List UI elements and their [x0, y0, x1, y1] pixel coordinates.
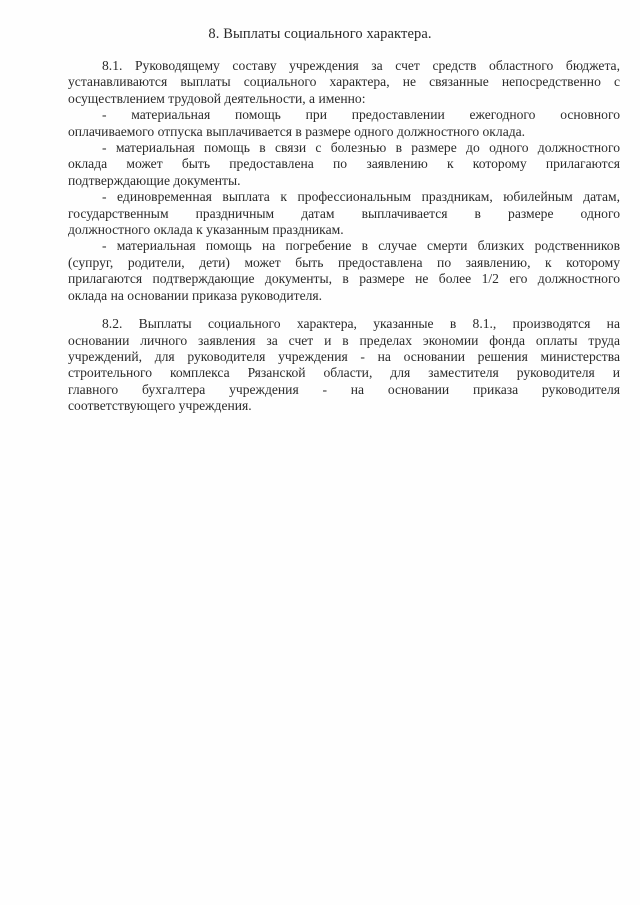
section-title: 8. Выплаты социального характера.	[208, 26, 432, 42]
paragraph-spacer	[68, 304, 620, 316]
text-line: государственным праздничным датам выплачивается в размере одного	[68, 205, 620, 221]
text-line: осуществлением трудовой деятельности, а именно:	[68, 90, 366, 106]
text-line: оклада на основании приказа руководителя.	[68, 287, 323, 303]
list-item-funeral-aid	[68, 238, 620, 304]
list-item-holiday-payment	[68, 189, 620, 238]
text-line: оплачиваемого отпуска выплачивается в размере одного должностного оклада.	[68, 123, 526, 139]
list-item-vacation-aid	[68, 107, 620, 140]
paragraph-8-1	[68, 58, 620, 107]
text-line: устанавливаются выплаты социального характера, не связанные непосредственно с	[68, 74, 620, 90]
text-line: соответствующего учреждения.	[68, 398, 252, 414]
text-line: главного бухгалтера учреждения - на основании приказа руководителя	[68, 381, 620, 397]
text-line: 8.2. Выплаты социального характера, указанные в 8.1., производятся на	[102, 316, 620, 332]
list-item-illness-aid	[68, 140, 620, 189]
text-line: (супруг, родители, дети) может быть предоставлена по заявлению, к которому	[68, 254, 620, 270]
text-line: оклада может быть предоставлена по заявлению к которому прилагаются	[68, 156, 620, 172]
text-line: - единовременная выплата к профессиональным праздникам, юбилейным датам,	[102, 189, 620, 205]
text-line: - материальная помощь на погребение в случае смерти близких родственников	[102, 238, 620, 254]
text-line: прилагаются подтверждающие документы, в размере не более 1/2 его должностного	[68, 271, 620, 287]
document-body	[68, 58, 620, 415]
text-line: основании личного заявления за счет и в пределах экономии фонда оплаты труда	[68, 332, 620, 348]
paragraph-8-2	[68, 316, 620, 414]
text-line: должностного оклада к указанным праздникам.	[68, 222, 344, 238]
text-line: строительного комплекса Рязанской области, для заместителя руководителя и	[68, 365, 620, 381]
text-line: 8.1. Руководящему составу учреждения за счет средств областного бюджета,	[102, 58, 620, 73]
text-line: подтверждающие документы.	[68, 172, 241, 188]
text-line: учреждений, для руководителя учреждения - на основании решения министерства	[68, 348, 620, 364]
text-line: - материальная помощь при предоставлении ежегодного основного	[102, 107, 620, 123]
text-line: - материальная помощь в связи с болезнью в размере до одного должностного	[102, 140, 620, 156]
